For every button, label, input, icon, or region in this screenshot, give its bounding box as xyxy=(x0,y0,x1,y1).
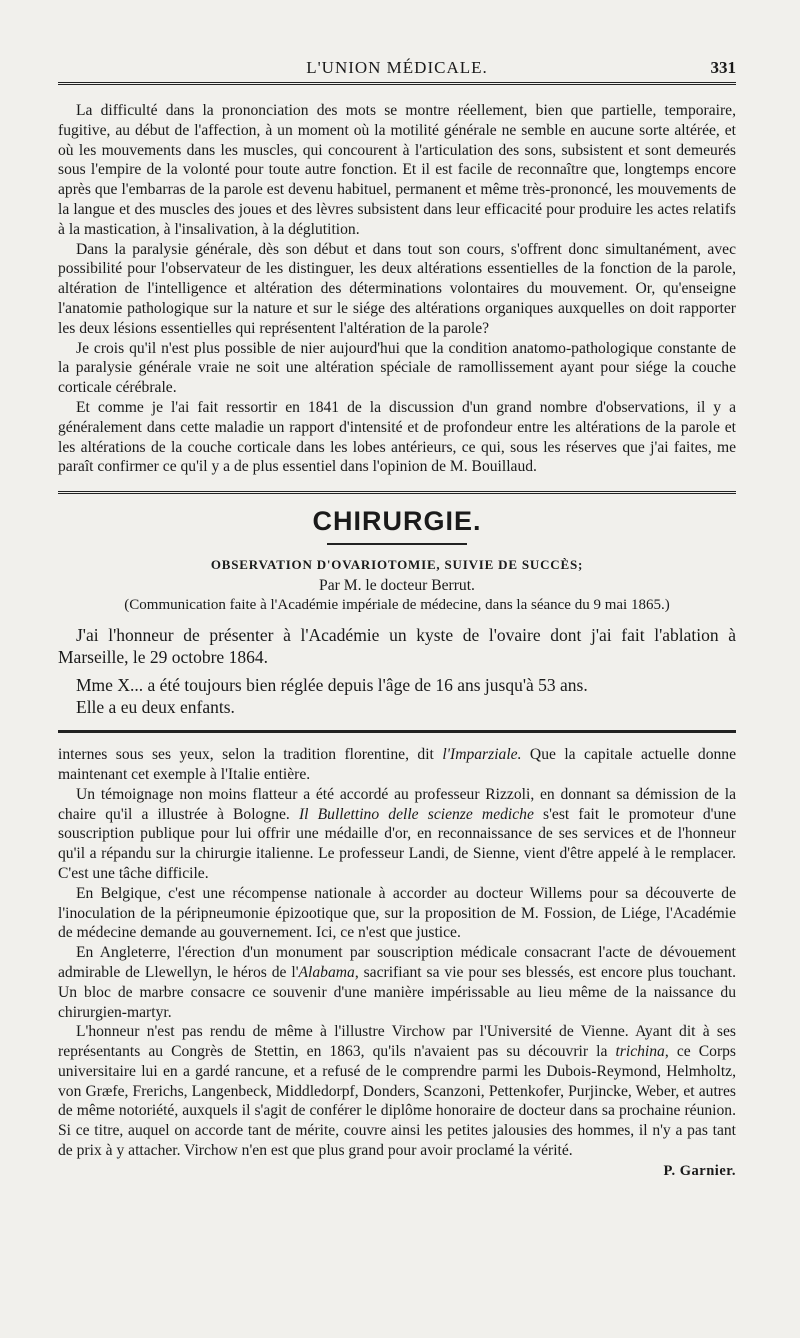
paragraph: J'ai l'honneur de présenter à l'Académie un kyste de l'ovaire dont j'ai fait l'ablation à Marseille, le 29 octobre 1864. xyxy=(58,625,736,668)
text-run: L'honneur n'est pas rendu de même à l'illustre Virchow par l'Université de Vienne. Ayant dit à ses représentants au Congrès de Stettin, en 1863, qu'ils n'avaient pas su découvrir la xyxy=(58,1023,736,1061)
chirurgie-section xyxy=(58,506,736,718)
heading-rule xyxy=(327,543,467,545)
section-divider xyxy=(58,730,736,733)
italic-text: Il Bullettino delle scienze mediche xyxy=(298,805,534,823)
journal-title: L'UNION MÉDICALE. xyxy=(306,58,488,77)
italic-text: Alabama xyxy=(298,963,355,981)
paragraph xyxy=(58,785,736,884)
page-header xyxy=(58,52,736,85)
paragraph: Mme X... a été toujours bien réglée depuis l'âge de 16 ans jusqu'à 53 ans. xyxy=(76,675,588,696)
paragraph xyxy=(58,1022,736,1161)
paragraph xyxy=(58,745,736,785)
text-run: s'est fait le promoteur d'une souscription publique pour lui offrir une médaille d'or, en reconnaissance de ses services et de l'honneur qu'il a répandu sur la chirurgie italienne. Le professeur Landi, de Sienne, vient d'être appelé à le remplacer. C'est une tâche difficile. xyxy=(58,805,737,882)
text-run: internes sous ses yeux, selon la tradition florentine, dit xyxy=(58,746,443,764)
paragraph: Dans la paralysie générale, dès son début et dans tout son cours, s'offrent donc simultanément, avec possibilité pour l'observateur de les distinguer, les deux altérations essentielles de la fonction de la parole, altération de l'intelligence et altération des déterminations volontaires du mouvement. Or, qu'enseigne l'anatomie pathologique sur la nature et sur le siége des altérations organiques auxquelles on doit rapporter les deux lésions essentielles qui représentent l'altération de la parole? xyxy=(58,240,736,337)
text-run: , sacrifiant sa vie pour ses blessés, est encore plus touchant. Un bloc de marbre consacre ce souvenir d'une manière impérissable au lieu même de la naissance du chirurgien-martyr. xyxy=(58,963,736,1021)
paragraph: Elle a eu deux enfants. xyxy=(76,697,235,718)
article-note: (Communication faite à l'Académie impériale de médecine, dans la séance du 9 mai 1865.) xyxy=(124,597,670,614)
article-title: OBSERVATION D'OVARIOTOMIE, SUIVIE DE SUCCÈS; xyxy=(210,557,584,573)
section-heading: CHIRURGIE. xyxy=(312,506,482,537)
paragraph: En Belgique, c'est une récompense nationale à accorder au docteur Willems pour sa découverte de l'inoculation de la péripneumonie épizootique que, sur la proposition de M. Fossion, de Liége, l'Académie de médecine demande au gouvernement. Ici, ce n'est que justice. xyxy=(58,884,736,942)
article-author: Par M. le docteur Berrut. xyxy=(319,577,475,595)
section-divider xyxy=(58,491,736,494)
paragraph: Je crois qu'il n'est plus possible de nier aujourd'hui que la condition anatomo-pathologique constante de la paralysie générale vraie ne soit une altération spéciale de ramollissement ayant pour siége la couche corticale cérébrale. xyxy=(58,339,736,397)
italic-text: trichina xyxy=(615,1043,665,1061)
text-run: Que la capitale actuelle donne maintenant cet exemple à l'Italie entière. xyxy=(58,746,737,783)
page-number: 331 xyxy=(710,58,736,77)
text-run: En Angleterre, l'érection d'un monument par souscription médicale consacrant l'acte de dévouement admirable de Llewellyn, le héros de l' xyxy=(58,944,736,981)
italic-text: l'Imparziale. xyxy=(442,746,522,764)
page xyxy=(58,52,736,1180)
text-run: Un témoignage non moins flatteur a été accordé au professeur Rizzoli, en donnant sa démission de la chaire qu'il a illustrée à Bologne. xyxy=(58,785,736,823)
paragraph: La difficulté dans la prononciation des mots se montre réellement, bien que partielle, temporaire, fugitive, au début de l'affection, à un moment où la motilité générale ne semble en aucune sorte altérée, et où les mouvements dans les muscles, qui concourent à l'articulation des sons, subsistent et sont demeurés sous l'empire de la volonté pour toute autre fonction. Et il est facile de reconnaître que, longtemps encore après que l'embarras de la parole est devenu habituel, permanent et même très-prononcé, les mouvements de la langue et des muscles des joues et des lèvres subsistent dans leur efficacité pour produire les actes relatifs à la mastication, à l'insalivation, à la déglutition. xyxy=(58,102,736,238)
paragraph xyxy=(58,943,736,1022)
signature: P. Garnier. xyxy=(663,1162,736,1179)
paragraph: Et comme je l'ai fait ressortir en 1841 de la discussion d'un grand nombre d'observations, il y a généralement dans cette maladie un rapport d'intensité et de profondeur entre les altérations de la parole et les altérations de la couche corticale dans les lobes antérieurs, ce qui, sous les réserves que j'ai faites, me paraît confirmer ce qu'il y a de plus essentiel dans l'opinion de M. Bouillaud. xyxy=(58,398,736,476)
text-run: , ce Corps universitaire lui en a gardé rancune, et a refusé de le comprendre parmi les Dubois-Reymond, Helmholtz, von Græfe, Frerichs, Langenbeck, Middledorpf, Donders, Scanzoni, Pettenkofer, Purjincke, Weber, et autres de même notoriété, auxquels il s'agit de conférer le diplôme honoraire de docteur dans sa prochaine réunion. Si ce titre, auquel on accorde tant de mérite, couvre ainsi les petites jalousies des hommes, il n'y a pas tant de prix à y attacher. Virchow n'en est que plus grand pour avoir proclamé la vérité. xyxy=(58,1043,737,1160)
feuilleton-section xyxy=(58,745,736,1180)
article-continuation xyxy=(58,101,736,477)
